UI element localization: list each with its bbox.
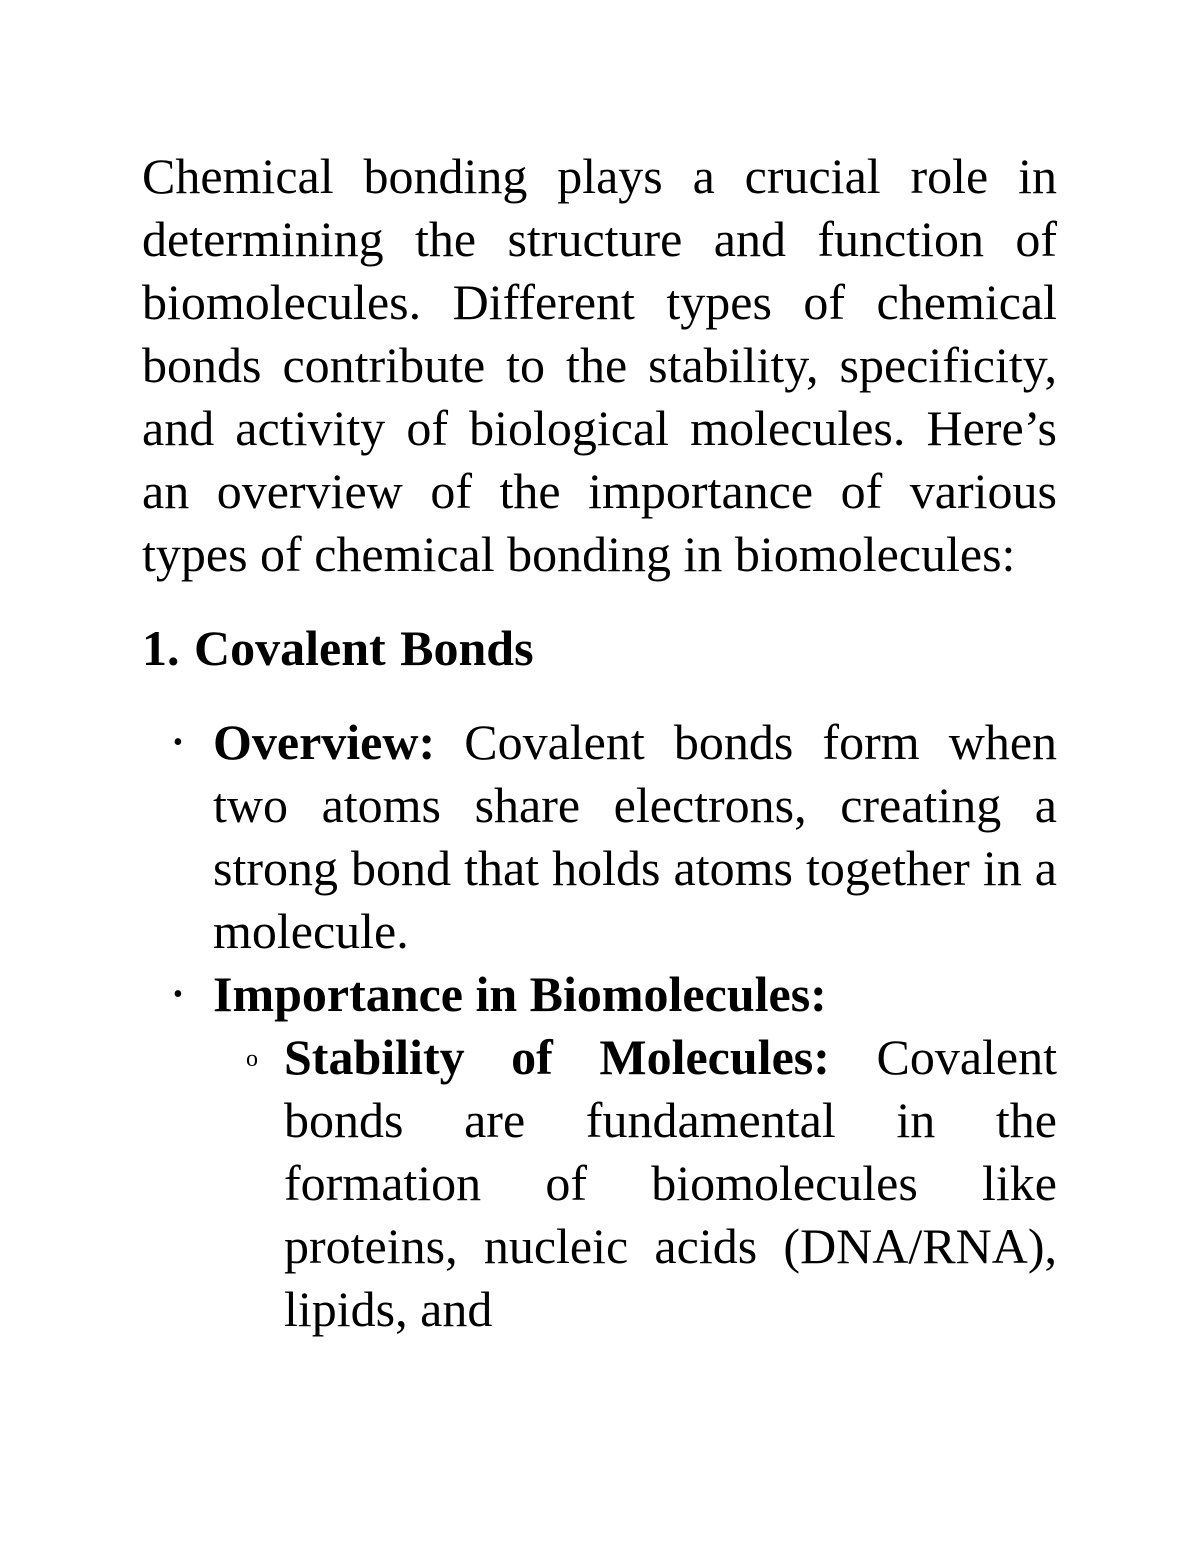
bullet-text: Covalent bonds form when two atoms share electrons, creating a strong bond that holds atoms together in a molecule. [213, 714, 1058, 959]
document-page [142, 145, 1057, 1341]
bullet-term: Overview: [213, 714, 436, 770]
bullet-item-importance [173, 963, 1058, 1341]
sub-bullet-term: Stability of Molecules: [284, 1029, 830, 1085]
intro-paragraph: Chemical bonding plays a crucial role in determining the structure and function of biomolecules. Different types of chemical bonds contribute to the stability, specificity, and activity of biological molecules. Here’s an overview of the importance of various types of chemical bonding in biomolecules: [142, 148, 1057, 582]
bullet-list [142, 711, 1057, 1341]
bullet-term: Importance in Biomolecules: [213, 966, 827, 1022]
section-heading: 1. Covalent Bonds [142, 620, 534, 676]
sub-bullet-text: Covalent bonds are fundamental in the formation of biomolecules like proteins, nucleic acids (DNA/RNA), lipids, and [284, 1029, 1058, 1337]
bullet-item-overview [173, 711, 1058, 963]
sub-bullet-list [213, 1026, 1057, 1341]
bullet-marker: • [173, 979, 183, 1010]
sub-bullet-item [246, 1026, 1058, 1341]
bullet-marker: • [173, 727, 183, 758]
sub-bullet-marker: o [246, 1046, 258, 1072]
